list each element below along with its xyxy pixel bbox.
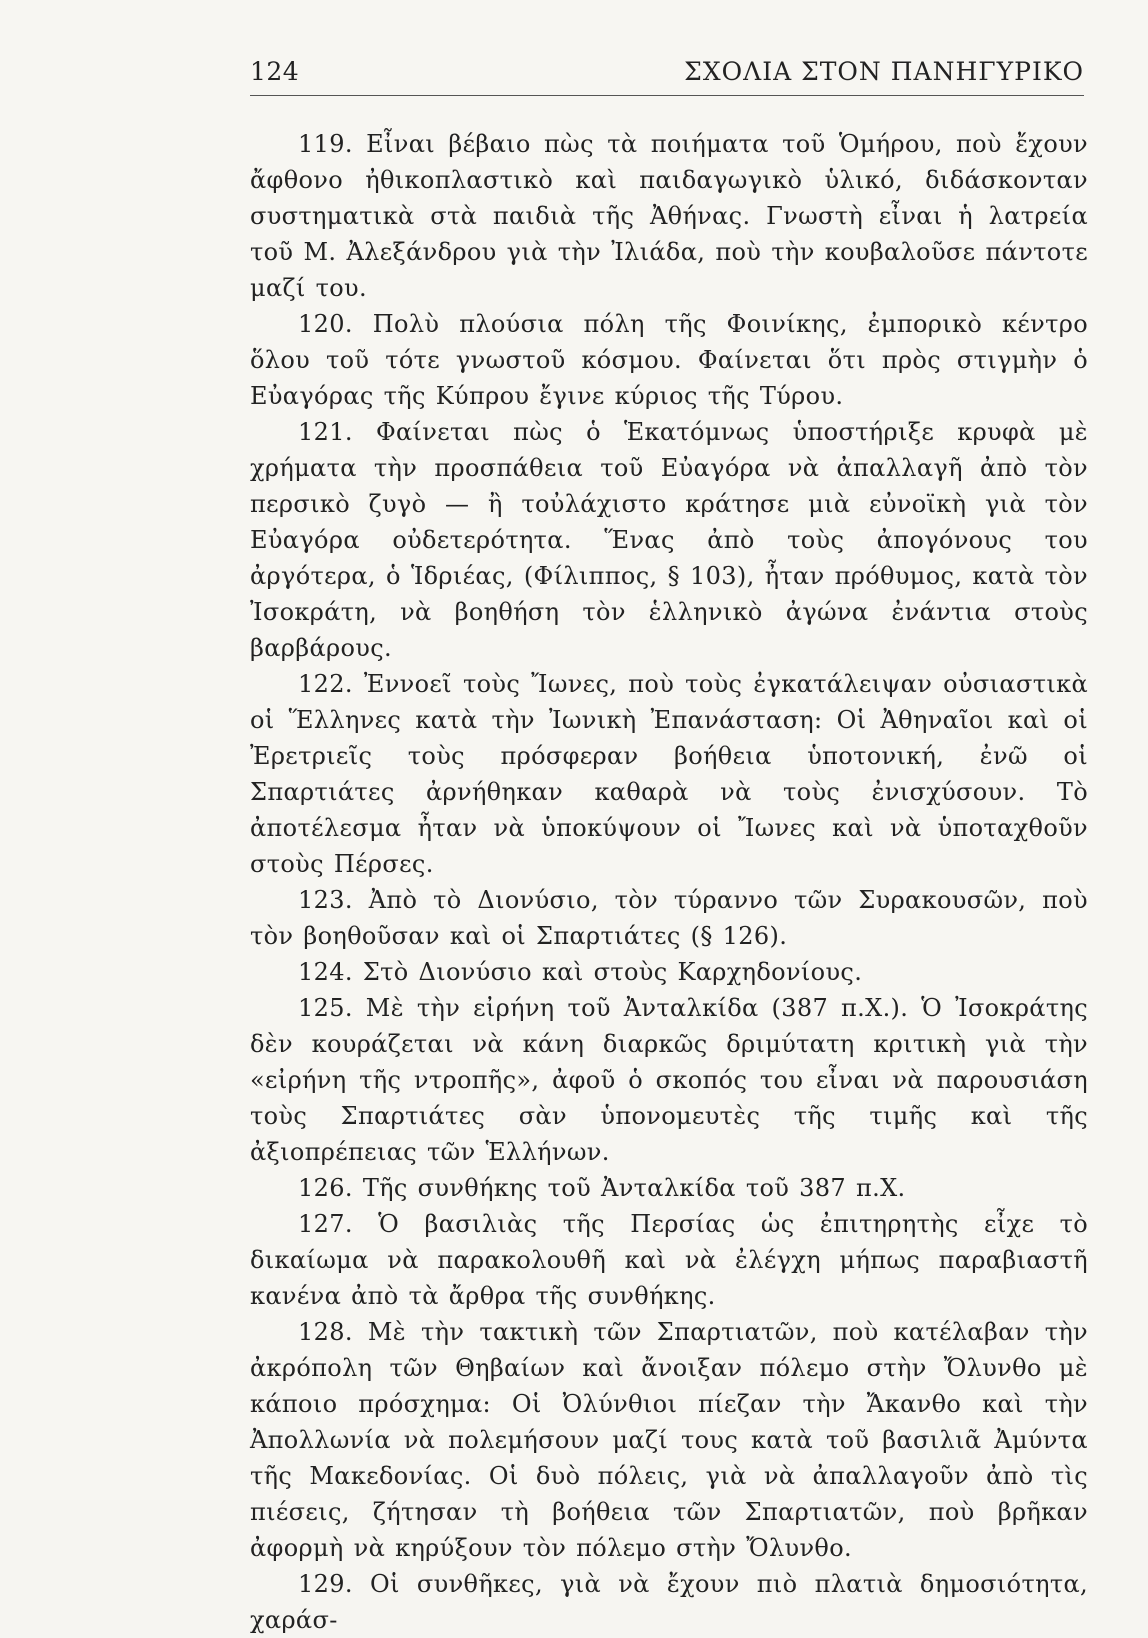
note-number: 124. <box>298 958 353 986</box>
header-rule <box>250 95 1084 96</box>
note-text: Τῆς συνθήκης τοῦ Ἀνταλκίδα τοῦ 387 π.Χ. <box>362 1174 906 1202</box>
note-121 <box>250 414 1088 666</box>
note-128 <box>250 1314 1088 1566</box>
note-text: Ἐννοεῖ τοὺς Ἴωνες, ποὺ τοὺς ἐγκατάλειψαν οὐσιαστικὰ οἱ Ἕλληνες κατὰ τὴν Ἰωνικὴ Ἐπανάσταση: Οἱ Ἀθηναῖοι καὶ οἱ Ἐρετριεῖς τοὺς πρόσφεραν βοήθεια ὑποτονική, ἐνῶ οἱ Σπαρτιάτες ἀρνήθηκαν καθαρὰ νὰ τοὺς ἐνισχύσουν. Τὸ ἀποτέλεσμα ἦταν νὰ ὑποκύψουν οἱ Ἴωνες καὶ νὰ ὑποταχθοῦν στοὺς Πέρσες. <box>250 670 1089 878</box>
note-122 <box>250 666 1088 882</box>
notes-section <box>250 126 1088 1638</box>
note-number: 127. <box>298 1210 353 1238</box>
note-123 <box>250 882 1088 954</box>
note-119 <box>250 126 1088 306</box>
note-number: 123. <box>298 886 353 914</box>
note-126 <box>250 1170 1088 1206</box>
note-number: 129. <box>298 1570 353 1598</box>
page-number: 124 <box>250 57 300 86</box>
note-129 <box>250 1566 1088 1638</box>
note-text: Οἱ συνθῆκες, γιὰ νὰ ἔχουν πιὸ πλατιὰ δημοσιότητα, χαράσ- <box>250 1570 1088 1634</box>
note-text: Εἶναι βέβαιο πὼς τὰ ποιήματα τοῦ Ὁμήρου, ποὺ ἔχουν ἄφθονο ἠθικοπλαστικὸ καὶ παιδαγωγικὸ ὑλικό, διδάσκονταν συστηματικὰ στὰ παιδιὰ τῆς Ἀθήνας. Γνωστὴ εἶναι ἡ λατρεία τοῦ Μ. Ἀλεξάνδρου γιὰ τὴν Ἰλιάδα, ποὺ τὴν κουβαλοῦσε πάντοτε μαζί του. <box>250 130 1088 302</box>
note-text: Μὲ τὴν τακτικὴ τῶν Σπαρτιατῶν, ποὺ κατέλαβαν τὴν ἀκρόπολη τῶν Θηβαίων καὶ ἄνοιξαν πόλεμο στὴν Ὄλυνθο μὲ κάποιο πρόσχημα: Οἱ Ὀλύνθιοι πίεζαν τὴν Ἄκανθο καὶ τὴν Ἀπολλωνία νὰ πολεμήσουν μαζί τους κατὰ τοῦ βασιλιᾶ Ἀμύντα τῆς Μακεδονίας. Οἱ δυὸ πόλεις, γιὰ νὰ ἀπαλλαγοῦν ἀπὸ τὶς πιέσεις, ζήτησαν τὴ βοήθεια τῶν Σπαρτιατῶν, ποὺ βρῆκαν ἀφορμὴ νὰ κηρύξουν τὸν πόλεμο στὴν Ὄλυνθο. <box>250 1318 1088 1562</box>
page-header <box>250 52 1084 92</box>
note-number: 119. <box>298 130 353 158</box>
note-number: 120. <box>298 310 353 338</box>
note-number: 126. <box>298 1174 353 1202</box>
note-number: 125. <box>298 994 353 1022</box>
note-text: Ἀπὸ τὸ Διονύσιο, τὸν τύραννο τῶν Συρακουσῶν, ποὺ τὸν βοηθοῦσαν καὶ οἱ Σπαρτιάτες (§ 126). <box>250 886 1088 950</box>
note-number: 122. <box>298 670 353 698</box>
note-125 <box>250 990 1088 1170</box>
note-number: 121. <box>298 418 353 446</box>
note-text: Στὸ Διονύσιο καὶ στοὺς Καρχηδονίους. <box>362 958 863 986</box>
note-127 <box>250 1206 1088 1314</box>
note-120 <box>250 306 1088 414</box>
note-number: 128. <box>298 1318 353 1346</box>
note-text: Μὲ τὴν εἰρήνη τοῦ Ἀνταλκίδα (387 π.Χ.). Ὁ Ἰσοκράτης δὲν κουράζεται νὰ κάνη διαρκῶς δριμύτατη κριτικὴ γιὰ τὴν «εἰρήνη τῆς ντροπῆς», ἀφοῦ ὁ σκοπός του εἶναι νὰ παρουσιάση τοὺς Σπαρτιάτες σὰν ὑπονομευτὲς τῆς τιμῆς καὶ τῆς ἀξιοπρέπειας τῶν Ἑλλήνων. <box>250 994 1088 1166</box>
note-text: Πολὺ πλούσια πόλη τῆς Φοινίκης, ἐμπορικὸ κέντρο ὅλου τοῦ τότε γνωστοῦ κόσμου. Φαίνεται ὅτι πρὸς στιγμὴν ὁ Εὐαγόρας τῆς Κύπρου ἔγινε κύριος τῆς Τύρου. <box>250 310 1088 410</box>
running-title: ΣΧΟΛΙΑ ΣΤΟΝ ΠΑΝΗΓΥΡΙΚΟ <box>684 57 1084 86</box>
note-124 <box>250 954 1088 990</box>
note-text: Ὁ βασιλιὰς τῆς Περσίας ὡς ἐπιτηρητὴς εἶχε τὸ δικαίωμα νὰ παρακολουθῆ καὶ νὰ ἐλέγχη μήπως παραβιαστῆ κανένα ἀπὸ τὰ ἄρθρα τῆς συνθήκης. <box>250 1210 1088 1310</box>
note-text: Φαίνεται πὼς ὁ Ἑκατόμνως ὑποστήριξε κρυφὰ μὲ χρήματα τὴν προσπάθεια τοῦ Εὐαγόρα νὰ ἀπαλλαγῆ ἀπὸ τὸν περσικὸ ζυγὸ — ἢ τοὐλάχιστο κράτησε μιὰ εὐνοϊκὴ γιὰ τὸν Εὐαγόρα οὐδετερότητα. Ἕνας ἀπὸ τοὺς ἀπογόνους του ἀργότερα, ὁ Ἱδριέας, (Φίλιππος, § 103), ἦταν πρόθυμος, κατὰ τὸν Ἰσοκράτη, νὰ βοηθήση τὸν ἑλληνικὸ ἀγώνα ἐνάντια στοὺς βαρβάρους. <box>250 418 1088 662</box>
